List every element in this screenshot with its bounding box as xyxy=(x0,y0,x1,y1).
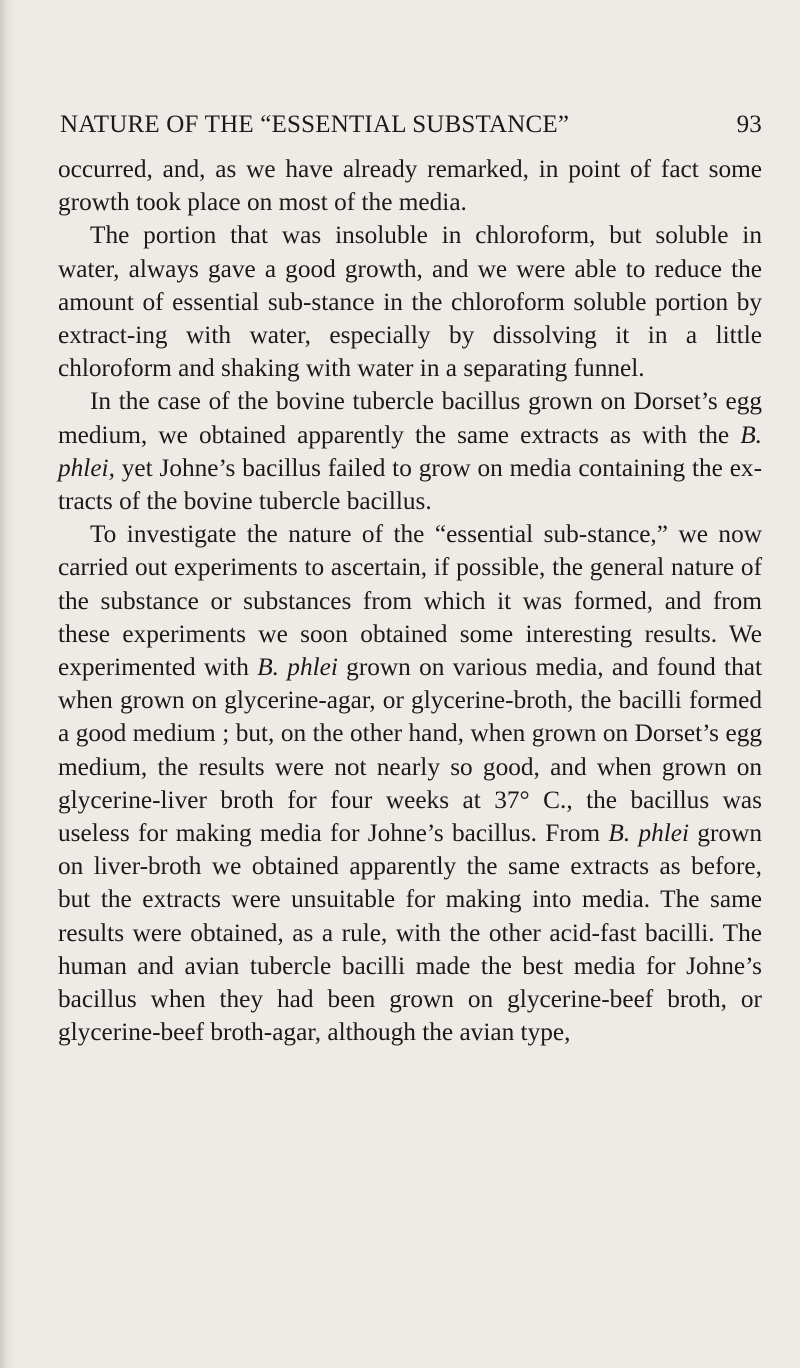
paragraph-continued xyxy=(58,153,762,219)
paragraph-bovine-tubercle xyxy=(58,385,762,518)
page-edge-shadow xyxy=(0,0,14,1368)
page-number: 93 xyxy=(736,111,762,138)
paragraph-text: The portion that was insoluble in chloroform, but soluble in water, always gave a good growth, and we were able to reduce the amount of essential sub-stance in the chloroform soluble portion by extract-ing with water, especially by dissolving it in a little chloroform and shaking with water in a separating funnel. xyxy=(58,221,762,383)
body-text xyxy=(58,153,762,1049)
species-name-italic: B. phlei xyxy=(608,819,690,848)
paragraph-text: In the case of the bovine tubercle bacillus grown on Dorset’s egg medium, we obtained apparently the same extracts as with the xyxy=(58,387,762,449)
paragraph-text: grown on various media, and found that when grown on glycerine-agar, or glycerine-broth, the bacilli formed a good medium ; but, on the other hand, when grown on Dorset’s egg medium, the results were not nearly so good, and when grown on glycerine-liver broth for four weeks at 37° C., the bacillus was useless for making media for Johne’s bacillus. From xyxy=(58,653,762,848)
paragraph-essential-substance xyxy=(58,518,762,1049)
paragraph-text: To investigate the nature of the “essential sub-stance,” we now carried out experiments to ascertain, if possible, the general nature of the substance or substances from which it was formed, and from these experiments we soon obtained some interesting results. We experimented with xyxy=(58,520,762,682)
paragraph-text: grown on liver-broth we obtained apparently the same extracts as before, but the extracts were unsuitable for making into media. The same results were obtained, as a rule, with the other acid-fast bacilli. The human and avian tubercle bacilli made the best media for Johne’s bacillus when they had been grown on glycerine-beef broth, or glycerine-beef broth-agar, although the avian type, xyxy=(58,819,762,1047)
species-name-italic: B. phlei xyxy=(257,653,338,682)
paragraph-text: yet Johne’s bacillus failed to grow on media containing the ex-tracts of the bovine tubercle bacillus. xyxy=(58,453,762,516)
running-head xyxy=(60,108,762,142)
species-name-italic: B. phlei, xyxy=(58,420,762,482)
running-head-title: NATURE OF THE “ESSENTIAL SUBSTANCE” xyxy=(60,111,570,138)
paragraph-chloroform-solubility xyxy=(58,219,762,385)
paragraph-text: occurred, and, as we have already remarked, in point of fact some growth took place on most of the media. xyxy=(58,155,762,217)
